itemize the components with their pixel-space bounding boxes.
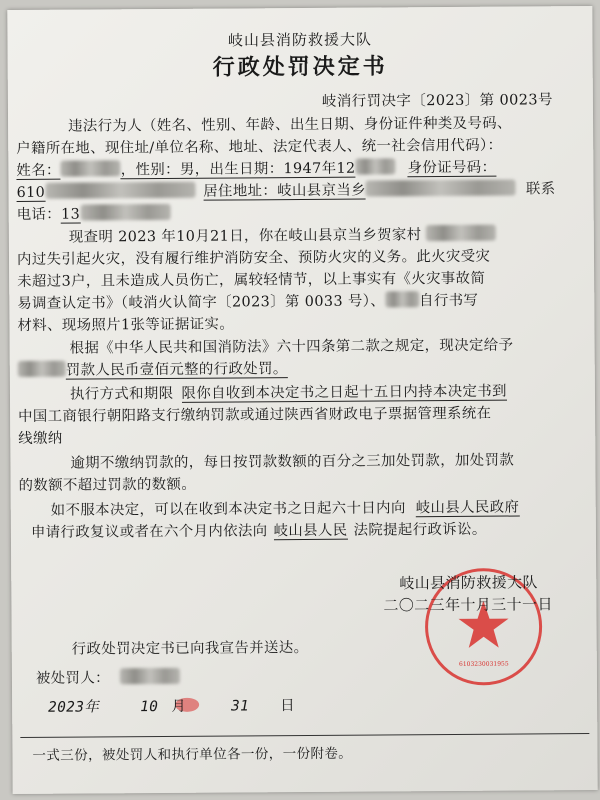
signing-agency: 岐山县消防救援大队 — [399, 573, 538, 593]
execution-line-3: 线缴纳 — [18, 430, 63, 447]
findings-line-2: 内过失引起火灾，没有履行维护消防安全、预防火灾的义务。此火灾受灾 — [16, 248, 491, 268]
document-title: 行政处罚决定书 — [212, 54, 388, 81]
name-label: 姓名： — [16, 162, 61, 179]
findings-line-3: 未超过3户，且未造成人员伤亡，属较轻情节，以上事实有《火灾事故简 — [17, 270, 486, 290]
findings-line-4: 易调查认定书》（岐消火认简字〔2023〕第 0033 号）、 自行书写 — [17, 292, 479, 312]
redacted-recipient — [18, 361, 66, 377]
decision-line-1: 根据《中华人民共和国消防法》六十四条第二款之规定，现决定给予 — [69, 337, 514, 357]
party-info-line-1 — [16, 158, 496, 181]
delivery-statement: 行政处罚决定书已向我宣告并送达。 — [71, 639, 309, 658]
document-number: 岐消行罚决字〔2023〕第 0023号 — [321, 92, 553, 110]
issuing-agency: 岐山县消防救援大队 — [227, 30, 373, 50]
appeal-line-1: 如不服本决定，可以在收到本决定书之日起六十日内向 岐山县人民政府 — [50, 499, 520, 519]
id-prefix: 610 — [16, 184, 46, 201]
gender-dob: ，性别：男，出生日期：1947年12 — [120, 160, 356, 179]
redacted-surname — [385, 291, 419, 307]
party-info-line-2 — [16, 179, 555, 203]
decision-line-2: 罚款人民币壹佰元整的行政处罚。 — [18, 359, 288, 381]
overdue-line-1: 逾期不缴纳罚款的，每日按罚款数额的百分之三加处罚款，加处罚款 — [70, 452, 515, 472]
party-intro-line-1: 违法行为人（姓名、性别、年龄、出生日期、身份证件种类及号码、 — [68, 115, 512, 135]
findings-line-5: 材料、现场照片1张等证据证实。 — [17, 316, 235, 334]
decision-document — [7, 6, 597, 794]
delivery-date: 2023年 10 月 31 日 — [48, 698, 296, 716]
stamp-number: 6103230031955 — [459, 660, 509, 668]
appeal-line-2: 申请行政复议或者在六个月内依法向 岐山县人民 法院提起行政诉讼。 — [30, 521, 487, 541]
execution-line-2: 中国工商银行朝阳路支行缴纳罚款或通过陕西省财政电子票据管理系统在 — [18, 405, 492, 425]
footer-note: 一式三份，被处罚人和执行单位各一份，一份附卷。 — [32, 745, 353, 764]
signing-date: 二〇二三年十月三十一日 — [383, 595, 553, 615]
redacted-signature — [120, 668, 180, 684]
redacted-id — [45, 182, 195, 199]
redacted-name — [61, 160, 121, 176]
id-label: 身份证号码： — [407, 159, 497, 177]
contact-label: 联系 — [525, 181, 556, 198]
redacted-location — [425, 225, 495, 241]
execution-line-1: 执行方式和期限 限你自收到本决定书之日起十五日内持本决定书到 — [69, 383, 507, 403]
phone-prefix: 13 — [61, 206, 81, 223]
redacted-phone — [80, 204, 170, 221]
address-label: 居住地址：岐山县京当乡 — [203, 182, 366, 200]
recipient-line: 被处罚人： — [36, 668, 180, 689]
party-info-line-3 — [17, 204, 171, 225]
party-intro-line-2: 户籍所在地、现住址/单位名称、地址、法定代表人、统一社会信用代码）： — [16, 137, 503, 157]
redacted-address — [366, 180, 516, 197]
redacted-dob — [356, 158, 396, 174]
footer-divider — [20, 733, 589, 738]
findings-line-1: 现查明 2023 年10月21日，你在岐山县京当乡贺家村 — [69, 225, 496, 248]
phone-label: 电话： — [16, 206, 62, 223]
overdue-line-2: 的数额不超过罚款的数额。 — [18, 476, 197, 494]
